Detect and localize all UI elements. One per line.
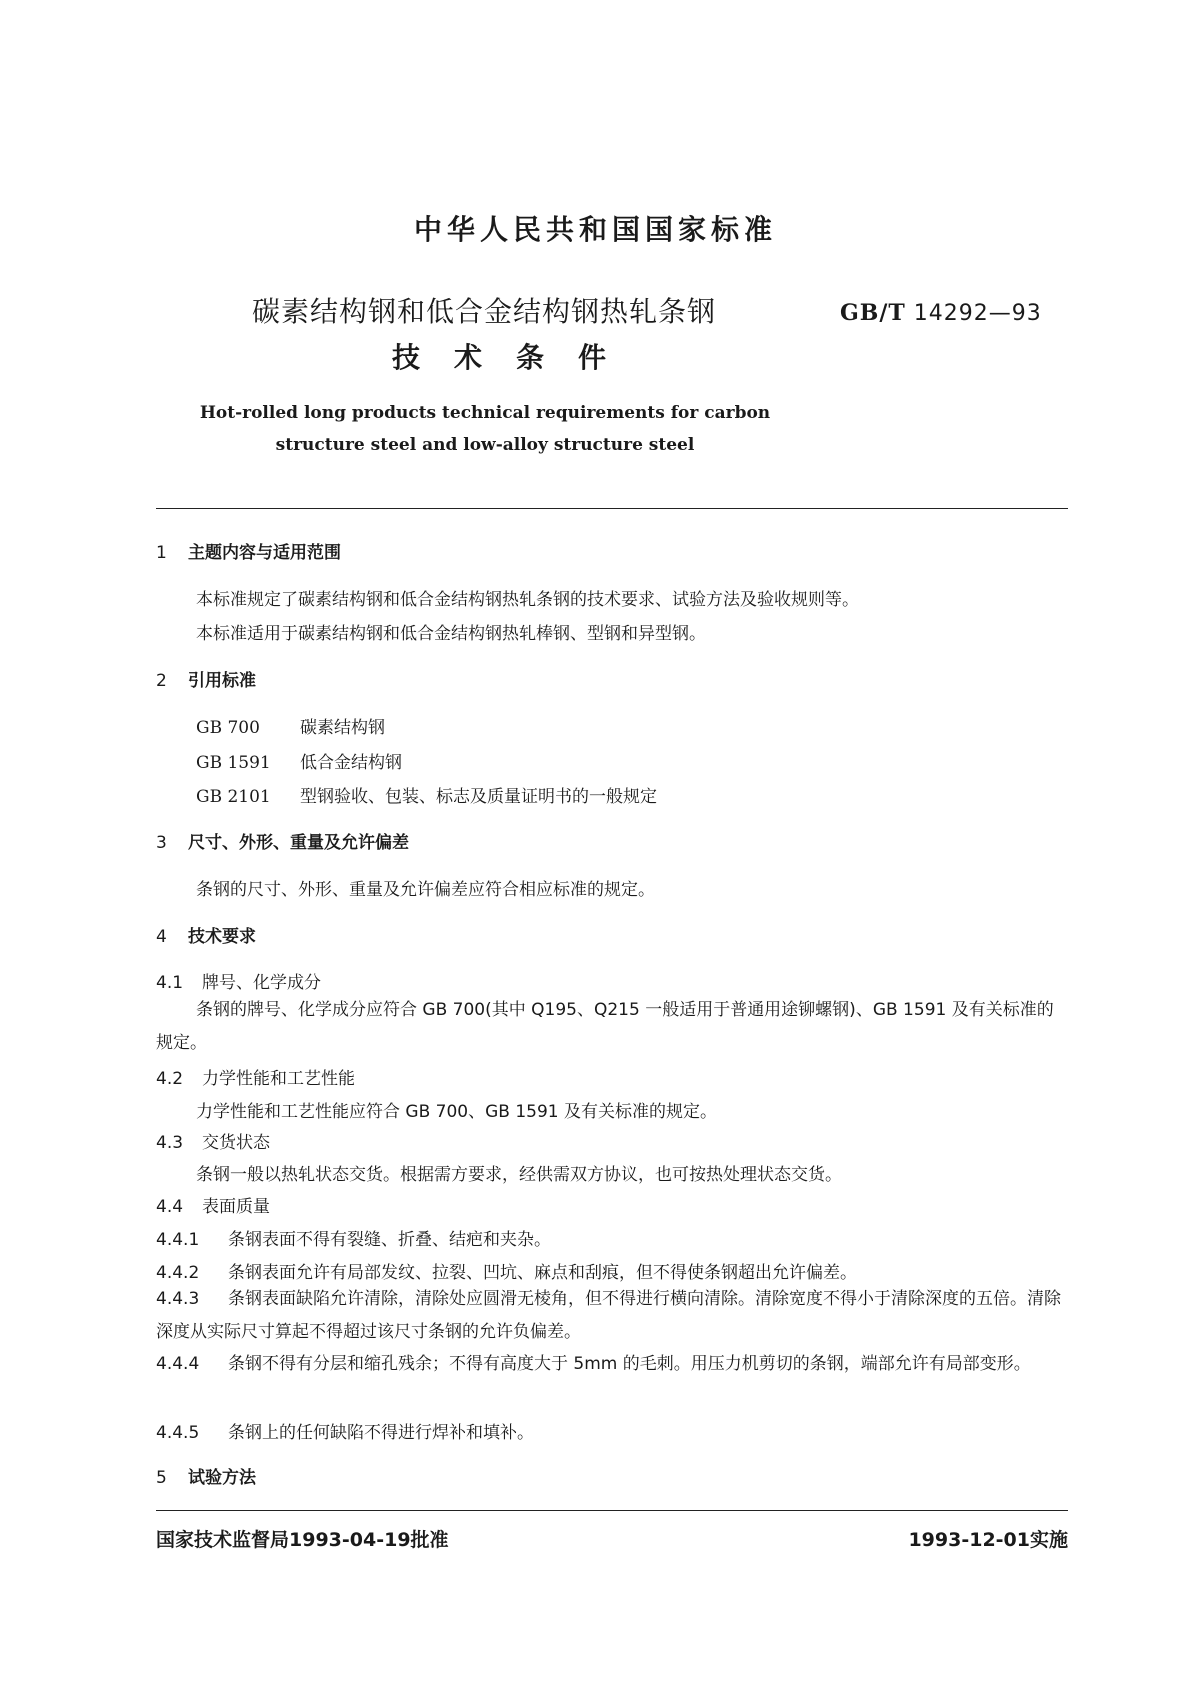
title-en-line2: structure steel and low-alloy structure steel: [275, 435, 695, 455]
clause-number: 4.4.4: [156, 1354, 200, 1374]
title-en-line1: Hot-rolled long products technical requirements for carbon: [199, 403, 771, 423]
subsection-number: 4.2: [156, 1069, 184, 1089]
clause-text: 条钢上的任何缺陷不得进行焊补和填补。: [228, 1423, 534, 1443]
subsection-title: 力学性能和工艺性能: [202, 1069, 355, 1089]
approval-date: 国家技术监督局1993-04-19批准: [156, 1529, 449, 1551]
reference-item: [196, 748, 402, 773]
footer-rule: [156, 1510, 1068, 1511]
section-4-heading: [156, 922, 256, 947]
section-number: 3: [156, 833, 167, 853]
clause-4-4-2: [156, 1258, 857, 1283]
subsection-4-3-text: 条钢一般以热轧状态交货。根据需方要求，经供需双方协议，也可按热处理状态交货。: [196, 1165, 842, 1185]
section-title: 试验方法: [188, 1468, 256, 1488]
standard-number: [840, 300, 1042, 326]
section-2-heading: [156, 666, 256, 691]
subsection-4-1-heading: [156, 968, 321, 993]
section-title: 引用标准: [188, 671, 256, 691]
clause-number: 4.4.2: [156, 1263, 200, 1283]
clause-text: 条钢表面不得有裂缝、折叠、结疤和夹杂。: [228, 1230, 551, 1250]
clause-number: 4.4.3: [156, 1289, 200, 1309]
standard-prefix: GB/T: [840, 300, 906, 326]
reference-code: GB 1591: [196, 753, 271, 773]
clause-4-4-1: [156, 1225, 551, 1250]
reference-item: [196, 713, 385, 738]
subsection-number: 4.4: [156, 1197, 184, 1217]
subsection-4-2-text: 力学性能和工艺性能应符合 GB 700、GB 1591 及有关标准的规定。: [196, 1102, 717, 1122]
section-number: 5: [156, 1468, 167, 1488]
subsection-title: 交货状态: [202, 1133, 270, 1153]
clause-4-4-3: [156, 1283, 1068, 1349]
section-1-paragraph-2: 本标准适用于碳素结构钢和低合金结构钢热轧棒钢、型钢和异型钢。: [196, 624, 706, 644]
document-title-cn: 碳素结构钢和低合金结构钢热轧条钢: [252, 295, 717, 328]
national-standard-heading: 中华人民共和国国家标准: [413, 213, 777, 246]
document-title-cn-line2: 技术条件: [392, 341, 641, 374]
standard-code: 14292—93: [913, 301, 1042, 326]
section-3-heading: [156, 828, 409, 853]
subsection-4-1-text: 条钢的牌号、化学成分应符合 GB 700(其中 Q195、Q215 一般适用于普通用途铆螺钢)、GB 1591 及有关标准的规定。: [156, 1000, 1054, 1053]
section-title: 尺寸、外形、重量及允许偏差: [188, 833, 409, 853]
clause-4-4-5: [156, 1418, 534, 1443]
section-number: 4: [156, 927, 167, 947]
section-number: 1: [156, 543, 167, 563]
reference-code: GB 2101: [196, 787, 271, 807]
reference-name: 型钢验收、包装、标志及质量证明书的一般规定: [300, 787, 657, 807]
clause-number: 4.4.5: [156, 1423, 200, 1443]
subsection-number: 4.1: [156, 973, 184, 993]
section-title: 技术要求: [188, 927, 256, 947]
subsection-4-4-heading: [156, 1192, 270, 1217]
clause-4-4-4: [156, 1348, 1068, 1381]
effective-date: 1993-12-01实施: [908, 1529, 1068, 1551]
subsection-title: 牌号、化学成分: [202, 973, 321, 993]
clause-number: 4.4.1: [156, 1230, 200, 1250]
reference-name: 低合金结构钢: [300, 753, 402, 773]
reference-item: [196, 782, 657, 807]
section-5-heading: [156, 1463, 256, 1488]
section-number: 2: [156, 671, 167, 691]
subsection-4-2-heading: [156, 1064, 355, 1089]
subsection-4-3-heading: [156, 1128, 270, 1153]
section-title: 主题内容与适用范围: [188, 543, 341, 563]
reference-code: GB 700: [196, 718, 260, 738]
clause-text: 条钢不得有分层和缩孔残余；不得有高度大于 5mm 的毛刺。用压力机剪切的条钢，端部允许有局部变形。: [228, 1354, 1031, 1374]
document-title-en: [0, 397, 970, 461]
subsection-title: 表面质量: [202, 1197, 270, 1217]
subsection-number: 4.3: [156, 1133, 184, 1153]
reference-name: 碳素结构钢: [300, 718, 385, 738]
section-3-paragraph: 条钢的尺寸、外形、重量及允许偏差应符合相应标准的规定。: [196, 880, 655, 900]
clause-text: 条钢表面允许有局部发纹、拉裂、凹坑、麻点和刮痕，但不得使条钢超出允许偏差。: [228, 1263, 857, 1283]
clause-text: 条钢表面缺陷允许清除，清除处应圆滑无棱角，但不得进行横向清除。清除宽度不得小于清除深度的五倍。清除深度从实际尺寸算起不得超过该尺寸条钢的允许负偏差。: [156, 1289, 1061, 1342]
section-1-heading: [156, 538, 341, 563]
header-rule: [156, 508, 1068, 509]
section-1-paragraph-1: 本标准规定了碳素结构钢和低合金结构钢热轧条钢的技术要求、试验方法及验收规则等。: [196, 590, 859, 610]
